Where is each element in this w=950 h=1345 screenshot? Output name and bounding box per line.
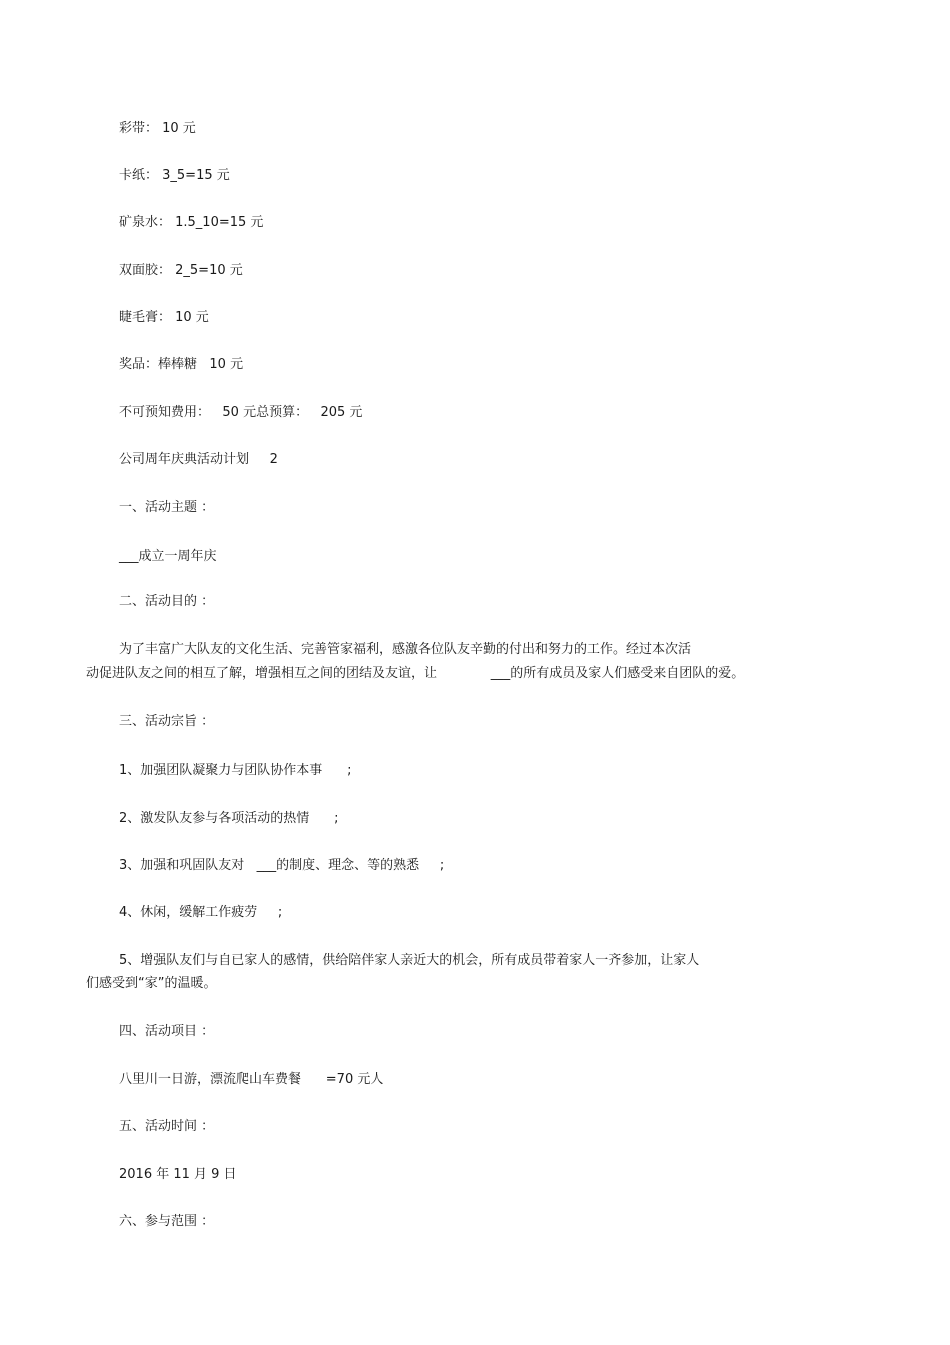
section-heading-scope: 六、参与范围 ： [119,1214,215,1229]
aim-item-1: 1、加强团队凝聚力与团队协作本事 ; [119,763,352,778]
theme-text: ___成立一周年庆 [119,549,217,564]
plan-title: 公司周年庆典活动计划 2 [119,452,278,467]
purpose-text-line2: 动促进队友之间的相互了解，增强相互之间的团结及友谊，让 ___的所有成员及家人们感受来自团队的爱。 [86,666,745,681]
budget-unexpected-total: 不可预知费用： 50 元总预算： 205 元 [119,405,363,420]
section-heading-theme: 一、活动主题 ： [119,500,215,515]
section-heading-aims: 三、活动宗旨 ： [119,714,215,729]
aim-item-5-line2: 们感受到“家”的温暖。 [86,976,217,991]
budget-tape: 双面胶： 2_5=10 元 [119,263,243,278]
aim-item-4: 4、休闲，缓解工作疲劳 ; [119,905,283,920]
budget-prize: 奖品：棒棒糖 10 元 [119,357,244,372]
section-heading-time: 五、活动时间 ： [119,1119,215,1134]
aim-item-2: 2、激发队友参与各项活动的热情 ; [119,811,339,826]
budget-mascara: 睫毛膏： 10 元 [119,310,209,325]
purpose-text-line1: 为了丰富广大队友的文化生活、完善管家福利，感激各位队友辛勤的付出和努力的工作。经过本次活 [119,642,692,657]
event-date: 2016 年 11 月 9 日 [119,1167,237,1182]
project-text: 八里川一日游，漂流爬山车费餐 =70 元人 [119,1072,384,1087]
aim-item-5-line1: 5、增强队友们与自已家人的感情，供给陪伴家人亲近大的机会，所有成员带着家人一齐参加，让家人 [119,953,700,968]
section-heading-project: 四、活动项目 ： [119,1024,215,1039]
budget-cardboard: 卡纸： 3_5=15 元 [119,168,230,183]
section-heading-purpose: 二、活动目的 ： [119,594,215,609]
aim-item-3: 3、加强和巩固队友对 ___的制度、理念、等的熟悉 ; [119,858,445,873]
budget-ribbon: 彩带： 10 元 [119,121,196,136]
budget-water: 矿泉水： 1.5_10=15 元 [119,215,264,230]
